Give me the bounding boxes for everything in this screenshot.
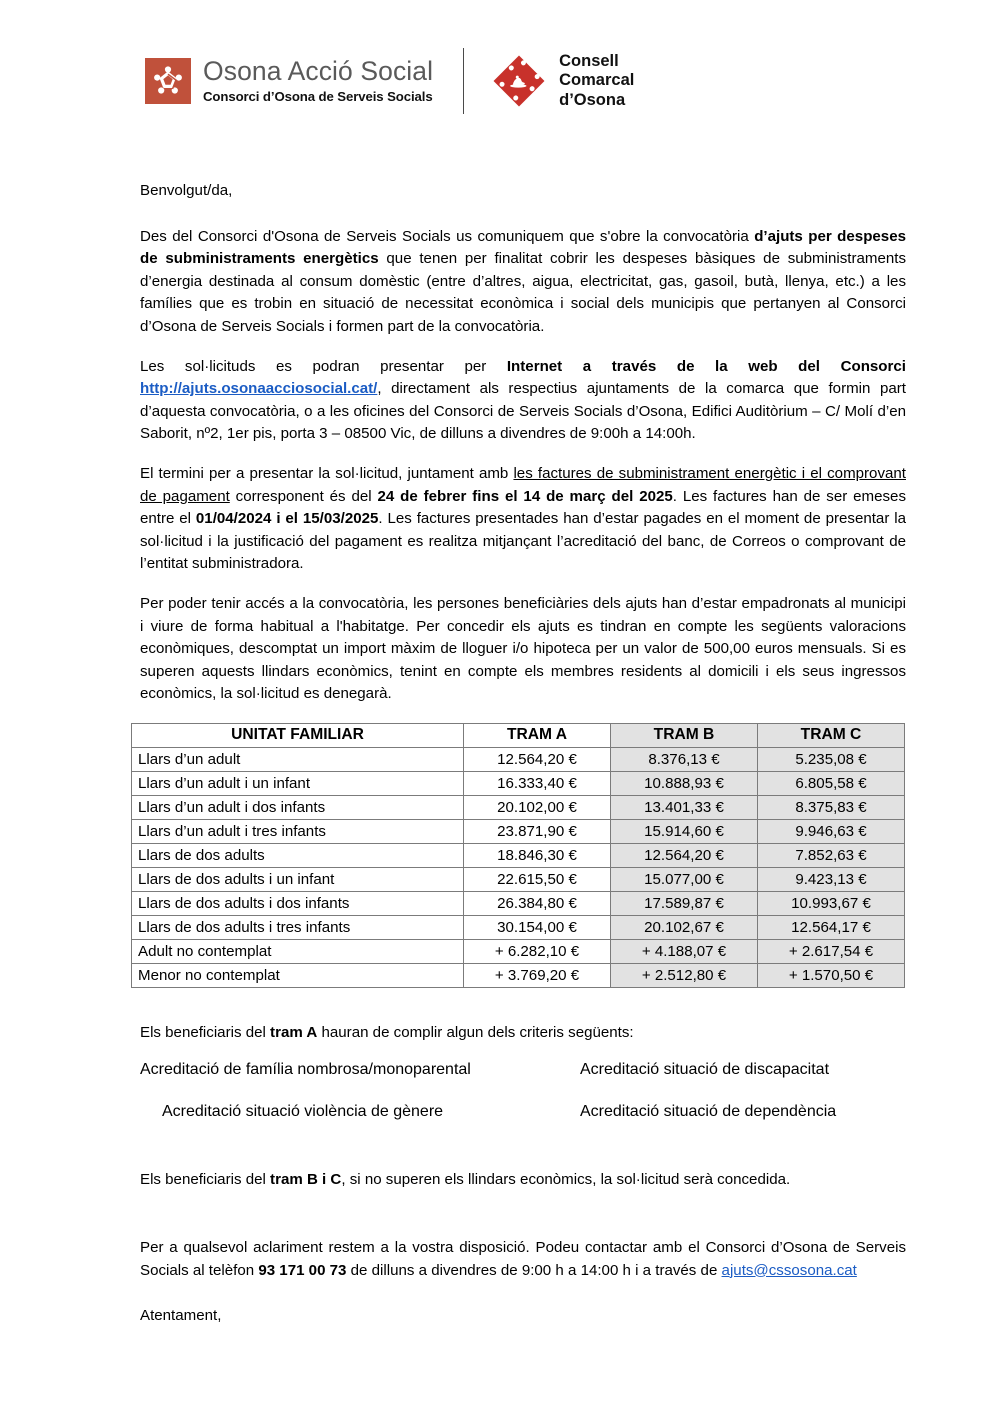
cell-unit: Llars de dos adults i dos infants [132,891,464,915]
cell-unit: Llars d’un adult i dos infants [132,795,464,819]
consell-comarcal-osona-diamond-mark [492,54,546,108]
spacer [140,988,906,1022]
cell-tram-b: 20.102,67 € [611,915,758,939]
p2-text-3: , directament als respectius ajuntaments de la comarca que formin part d’aquesta convocatòria, o a les oficines del Consorci de Serveis Socials d’Osona, Edifici Auditòrium – C/ Molí d’en Saborit, nº2, 1er pis, porta 3 – 08500 Vic, de dilluns a divendres de 9:00h a 14:00h. [140,380,906,443]
income-thresholds-table-wrapper [131,723,904,988]
table-header-row [132,723,905,747]
ci-text-1: Els beneficiaris del [140,1023,271,1041]
contact-email-link[interactable]: ajuts@cssosona.cat [721,1261,857,1279]
cell-tram-b: 13.401,33 € [611,795,758,819]
p3-text-1: El termini per a presentar la sol·licitud, juntament amb [140,464,514,482]
cell-tram-a: + 6.282,10 € [464,939,611,963]
cell-tram-b: 17.589,87 € [611,891,758,915]
letter-body [140,180,906,1345]
cell-unit: Llars de dos adults i tres infants [132,915,464,939]
paragraph-eligibility: Per poder tenir accés a la convocatòria, les persones beneficiàries dels ajuts han d’estar empadronats al municipi i viure de forma habitual a l'habitatge. Per concedir els ajuts es tindran en compte les següents valoracions econòmiques, descomptat un import màxim de lloguer i/o hipoteca per un valor de 500,00 euros mensuals. Si es superen aquests llindars econòmics, tenint en compte els membres residents al domicili i els seus ingressos econòmics, la sol·licitud es denegarà. [140,594,906,703]
consell-comarcal-osona-logo [492,52,634,109]
logo2-line3: d’Osona [559,90,626,109]
paragraph-tram-bc [140,1169,906,1192]
criteria-intro [140,1022,906,1045]
cell-tram-b: + 2.512,80 € [611,963,758,987]
p5-bold-tram-bc: tram B i C [270,1171,342,1189]
cell-tram-b: 8.376,13 € [611,747,758,771]
criterion-dependencia: Acreditació situació de dependència [580,1103,837,1121]
osona-accio-social-logo [145,58,433,104]
cell-tram-a: 22.615,50 € [464,867,611,891]
table-row [132,771,905,795]
osona-accio-social-wordmark [203,58,433,104]
paragraph-contact [140,1237,906,1282]
cell-tram-a: + 3.769,20 € [464,963,611,987]
spacer [140,1131,906,1169]
table-row [132,843,905,867]
greeting: Benvolgut/da, [140,182,233,199]
table-row [132,915,905,939]
cell-tram-a: 12.564,20 € [464,747,611,771]
cell-tram-a: 30.154,00 € [464,915,611,939]
p6-text-2: de dilluns a divendres de 9:00 h a 14:00 h i a través de [346,1261,722,1279]
cell-unit: Llars de dos adults [132,843,464,867]
p3-bold-invoice-range: 01/04/2024 i el 15/03/2025 [195,510,379,528]
paragraph-submission [140,356,906,446]
column-header-tram-c: TRAM C [758,723,905,747]
cell-tram-c: 7.852,63 € [758,843,905,867]
table-row [132,867,905,891]
p5-text-2: , si no superen els llindars econòmics, la sol·licitud serà concedida. [341,1171,791,1189]
cell-tram-a: 23.871,90 € [464,819,611,843]
logo-title: Osona Acció Social [203,56,434,87]
criterion-violencia-genere: Acreditació situació violència de gènere [162,1103,444,1121]
cell-tram-c: 12.564,17 € [758,915,905,939]
letterhead [145,48,634,114]
cell-tram-c: 9.946,63 € [758,819,905,843]
cell-unit: Adult no contemplat [132,939,464,963]
cell-tram-b: + 4.188,07 € [611,939,758,963]
consell-comarcal-wordmark [559,52,634,109]
p1-text-2: que tenen per finalitat cobrir les despeses bàsiques de subministraments d’energia destinada al consum domèstic (entre d’altres, aigua, electricitat, gas, gasoil, butà, llenya, etc.) a les famílies que es trobin en situació de necessitat econòmica i social dels municipis que pertanyen al Consorci d’Osona de Serveis Socials i formen part de la convocatòria. [140,250,906,335]
cell-tram-c: + 1.570,50 € [758,963,905,987]
p3-text-4: . Les factures presentades han d’estar pagades en el moment de presentar la sol·licitud i la justificació del pagament es realitza mitjançant l’acreditació del banc, de Correos o comprovant de l’entitat subministradora. [140,510,906,573]
cell-unit: Llars d’un adult [132,747,464,771]
criterion-discapacitat: Acreditació situació de discapacitat [580,1061,830,1079]
criteria-row-2 [140,1103,906,1125]
osona-accio-social-star-mark [145,58,191,104]
criterion-familia-nombrosa: Acreditació de família nombrosa/monoparental [140,1061,471,1079]
cell-tram-c: 9.423,13 € [758,867,905,891]
p1-bold-1: d’ajuts per despeses de subministraments energètics [140,227,906,268]
paragraph-intro [140,226,906,339]
p2-bold-1: Internet a través de la web del Consorci [506,357,906,375]
income-thresholds-table [131,723,905,988]
ci-bold-tram-a: tram A [270,1023,318,1041]
cell-tram-c: 6.805,58 € [758,771,905,795]
logo2-line2: Comarcal [559,71,635,90]
logo-divider [463,48,464,114]
table-row [132,891,905,915]
column-header-unitat-familiar: UNITAT FAMILIAR [132,723,464,747]
column-header-tram-a: TRAM A [464,723,611,747]
cell-tram-b: 10.888,93 € [611,771,758,795]
cell-tram-b: 12.564,20 € [611,843,758,867]
table-row [132,795,905,819]
contact-phone: 93 171 00 73 [258,1261,347,1279]
table-body [132,747,905,987]
p1-text-1: Des del Consorci d'Osona de Serveis Socials us comuniquem que s'obre la convocatòria [140,227,755,245]
closing: Atentament, [140,1307,222,1325]
cell-unit: Menor no contemplat [132,963,464,987]
criteria-row-1 [140,1061,906,1083]
spacer [140,1209,906,1237]
p2-text-1: Les sol·licituds es podran presentar per [140,357,507,375]
p3-text-2: corresponent és del [229,487,378,505]
logo-subtitle: Consorci d’Osona de Serveis Socials [203,88,433,104]
cell-tram-c: + 2.617,54 € [758,939,905,963]
criteria-list [140,1061,906,1131]
column-header-tram-b: TRAM B [611,723,758,747]
table-row [132,747,905,771]
cell-tram-a: 20.102,00 € [464,795,611,819]
cell-tram-a: 18.846,30 € [464,843,611,867]
p3-text-3: . Les factures han de ser emeses entre el [140,487,906,528]
cell-tram-a: 16.333,40 € [464,771,611,795]
table-row [132,963,905,987]
cell-unit: Llars d’un adult i tres infants [132,819,464,843]
p6-text-1: Per a qualsevol aclariment restem a la vostra disposició. Podeu contactar amb el Consorci d’Osona de Serveis Socials al telèfon [140,1239,906,1279]
cell-tram-a: 26.384,80 € [464,891,611,915]
p3-bold-dates: 24 de febrer fins el 14 de març del 2025 [377,487,673,505]
paragraph-deadline [140,463,906,576]
cell-tram-c: 10.993,67 € [758,891,905,915]
cell-tram-c: 5.235,08 € [758,747,905,771]
table-row [132,819,905,843]
logo2-line1: Consell [559,52,619,71]
cell-unit: Llars de dos adults i un infant [132,867,464,891]
cell-unit: Llars d’un adult i un infant [132,771,464,795]
cell-tram-c: 8.375,83 € [758,795,905,819]
p3-underline-1: les factures de subministrament energètic i el comprovant de pagament [140,464,906,505]
table-row [132,939,905,963]
cell-tram-b: 15.077,00 € [611,867,758,891]
ci-text-2: hauran de complir algun dels criteris següents: [317,1023,634,1041]
consorci-web-link[interactable]: http://ajuts.osonaacciosocial.cat/ [140,380,378,398]
cell-tram-b: 15.914,60 € [611,819,758,843]
p5-text-1: Els beneficiaris del [140,1171,271,1189]
